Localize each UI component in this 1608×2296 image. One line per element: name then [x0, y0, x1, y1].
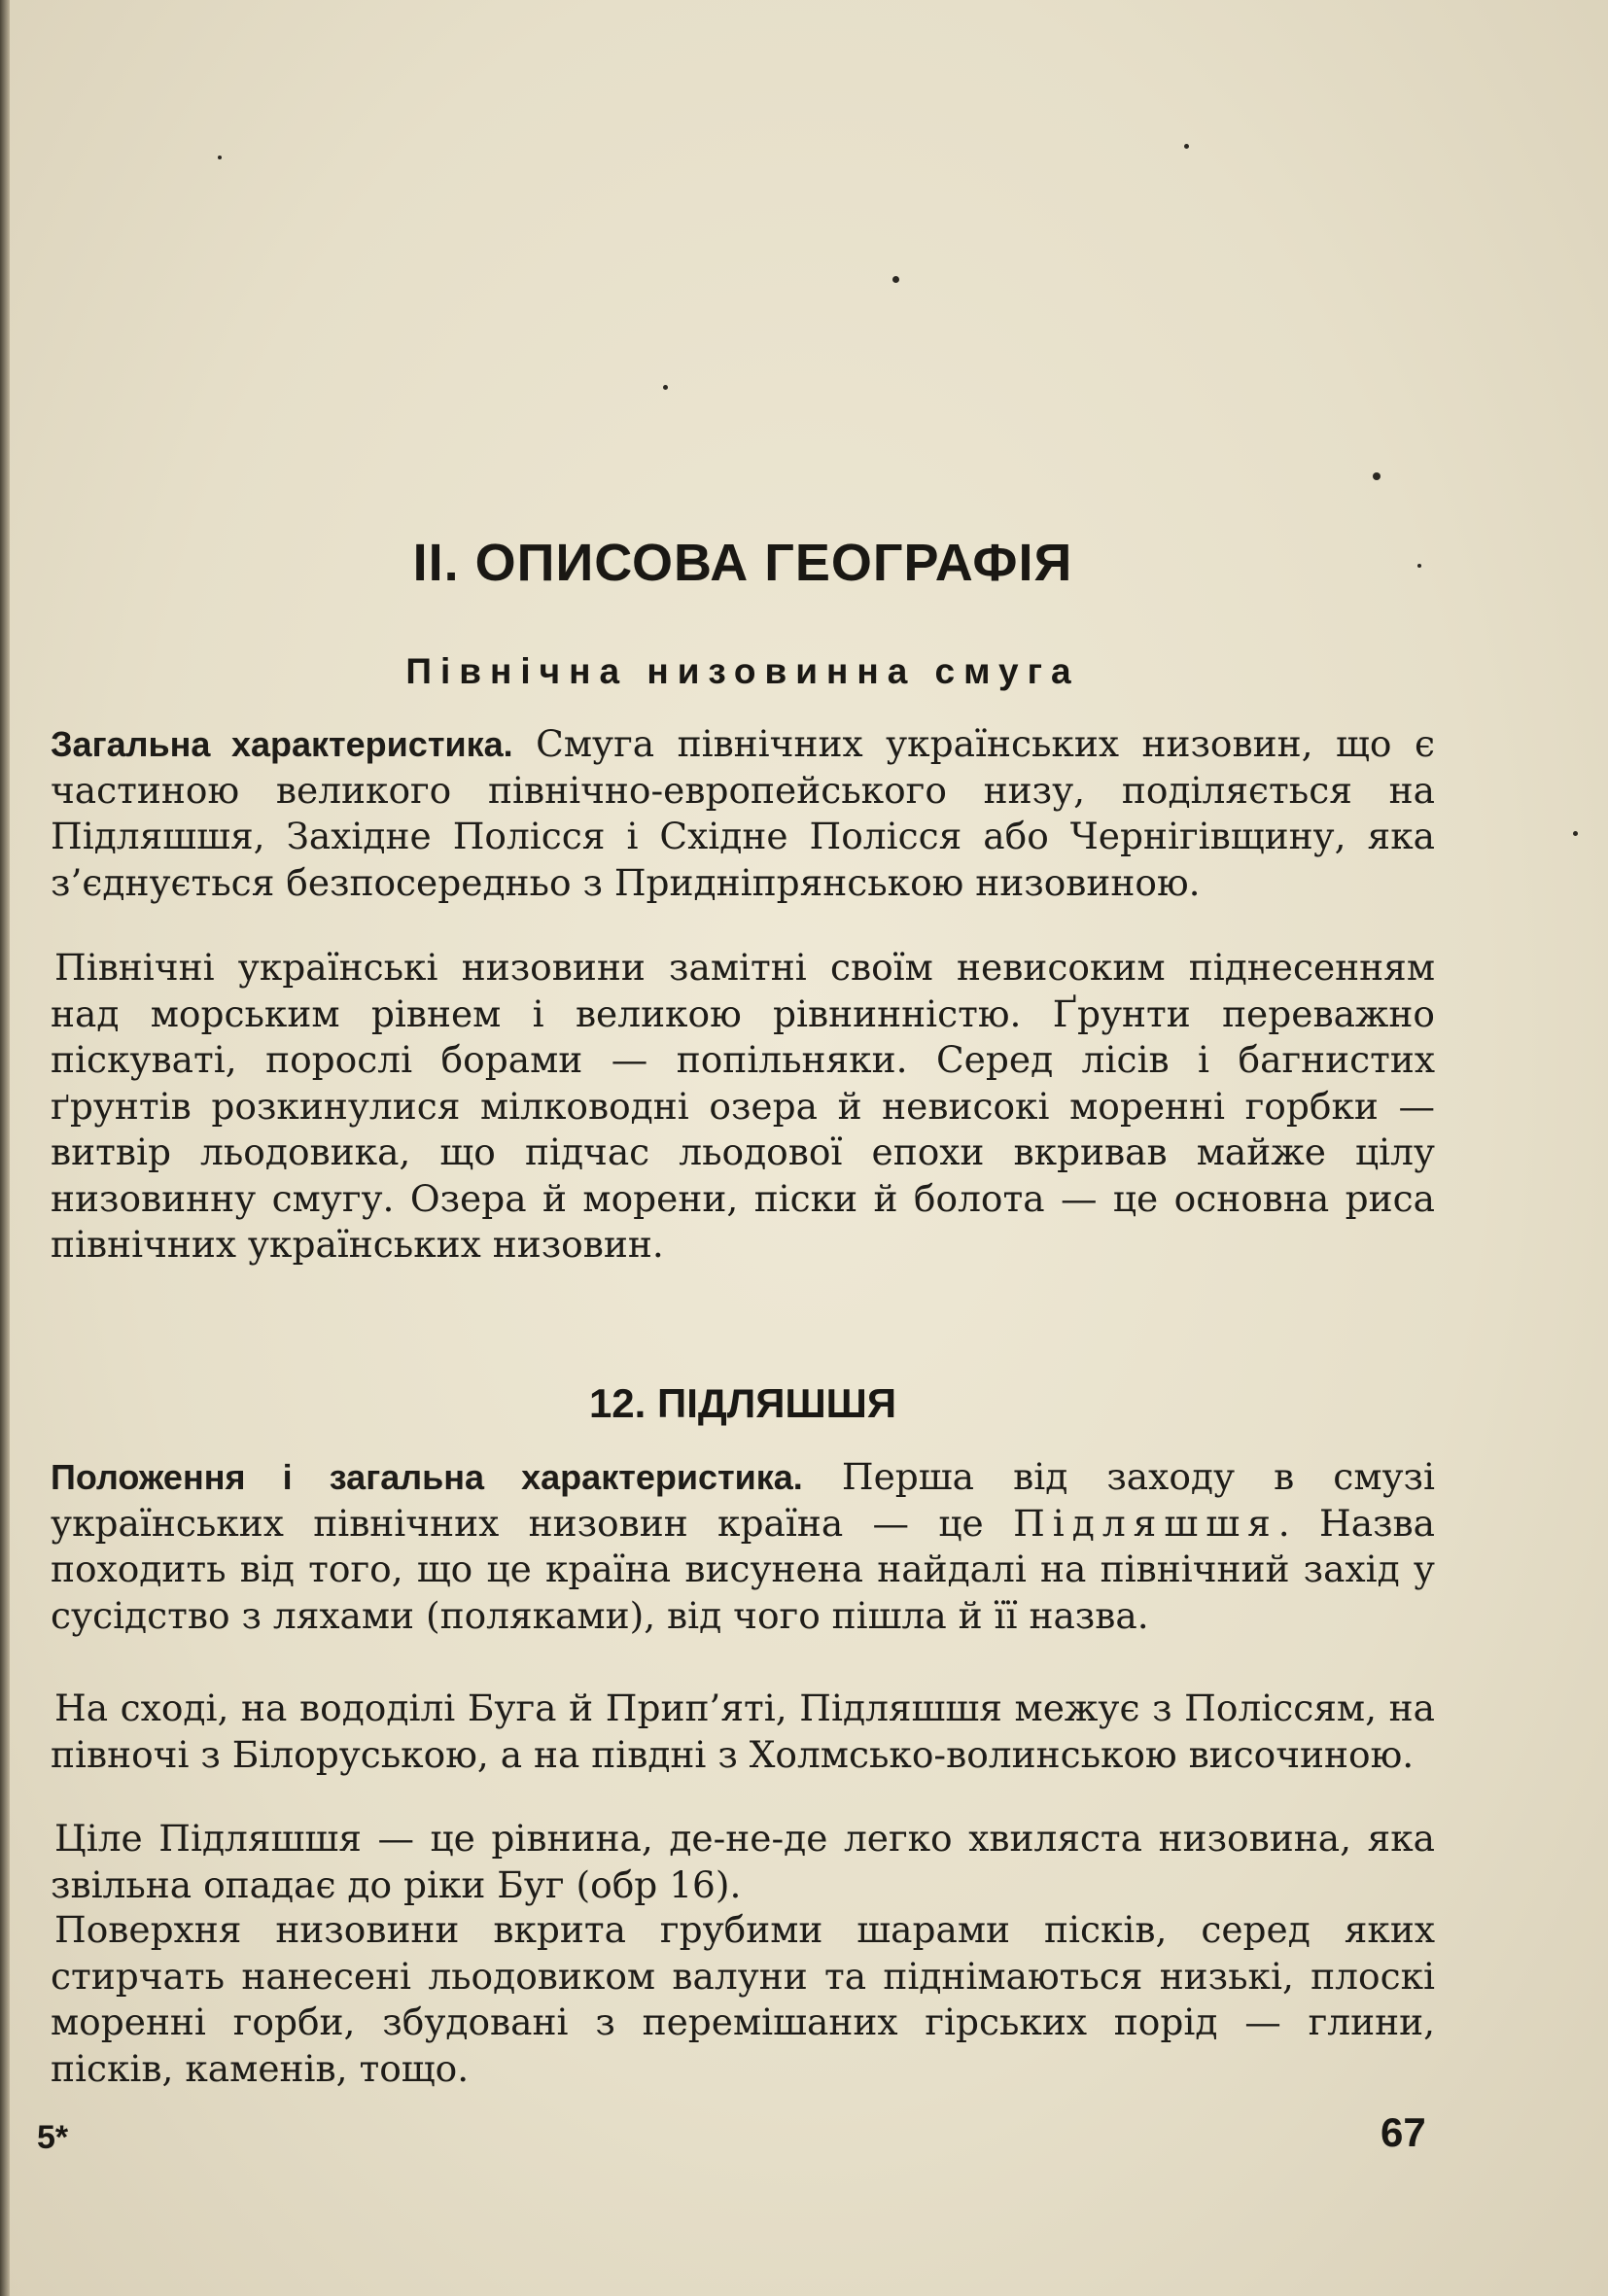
paragraph-position: [51, 1454, 1435, 1639]
paper-speck: [1573, 831, 1578, 836]
paragraph-lowlands-description: Північні українські низовини замітні своїм невисоким піднесенням над морським рівнем і великою рівнинністю. Ґрунти переважно піскуваті, порослі борами — попільняки. Серед лісів і багнистих ґрунтів розкинулися мілководні озера й невисокі моренні горбки — витвір льодовика, що підчас льодової епохи вкривав майже цілу низовинну смугу. Озера й морени, піски й болота — це основна риса північних українських низовин.: [51, 946, 1435, 1266]
chapter-title: 12. ПІДЛЯШШЯ: [588, 1380, 897, 1426]
part-title: II. ОПИСОВА ГЕОГРАФІЯ: [412, 534, 1073, 592]
signature-mark: 5*: [37, 2119, 69, 2156]
emphasized-term: Підляшшя: [1013, 1501, 1278, 1545]
paper-speck: [1373, 472, 1381, 480]
paper-speck: [1184, 144, 1189, 149]
paper-speck: [663, 385, 668, 390]
paragraph-text: Смуга північних українських низовин, що є частиною великого північно-европейського низу, поділяється на Підляшшя, Західне Полісся і Східне Полісся або Чернігівщину, яка з’єднується безпосередньо з Придніпрянською низовиною.: [51, 722, 1435, 904]
paragraph-plain: Ціле Підляшшя — це рівнина, де-не-де легко хвиляста низовина, яка звільна опадає до ріки Буг (обр 16).: [51, 1817, 1435, 1906]
paragraph-general-characteristic: [51, 721, 1435, 906]
paper-speck: [218, 156, 222, 159]
paragraph-runhead: Загальна характеристика.: [51, 724, 513, 764]
paragraph-surface: Поверхня низовини вкрита грубими шарами пісків, серед яких стирчать нанесені льодовиком валуни та піднімаються низькі, плоскі моренні горби, збудовані з перемішаних гірських порід — глини, пісків, каменів, тощо.: [51, 1908, 1435, 2090]
paper-speck: [892, 276, 899, 283]
page-number: 67: [1381, 2109, 1426, 2155]
paragraph-runhead: Положення і загальна характеристика.: [51, 1457, 803, 1497]
paragraph-text: Перша від заходу в смузі українських північних низовин країна — це: [51, 1455, 1435, 1545]
section-title: Північна низовинна смуга: [405, 651, 1080, 691]
paragraph-borders: На сході, на вододілі Буга й Прип’яті, Підляшшя межує з Поліссям, на півночі з Білоруською, а на півдні з Холмсько-волинською височиною.: [51, 1687, 1435, 1776]
page-edge-shadow: [0, 0, 10, 2296]
paragraph-text: . Назва походить від того, що це країна висунена найдалі на північний захід у сусідство з ляхами (поляками), від чого пішла й її назва.: [51, 1501, 1435, 1637]
